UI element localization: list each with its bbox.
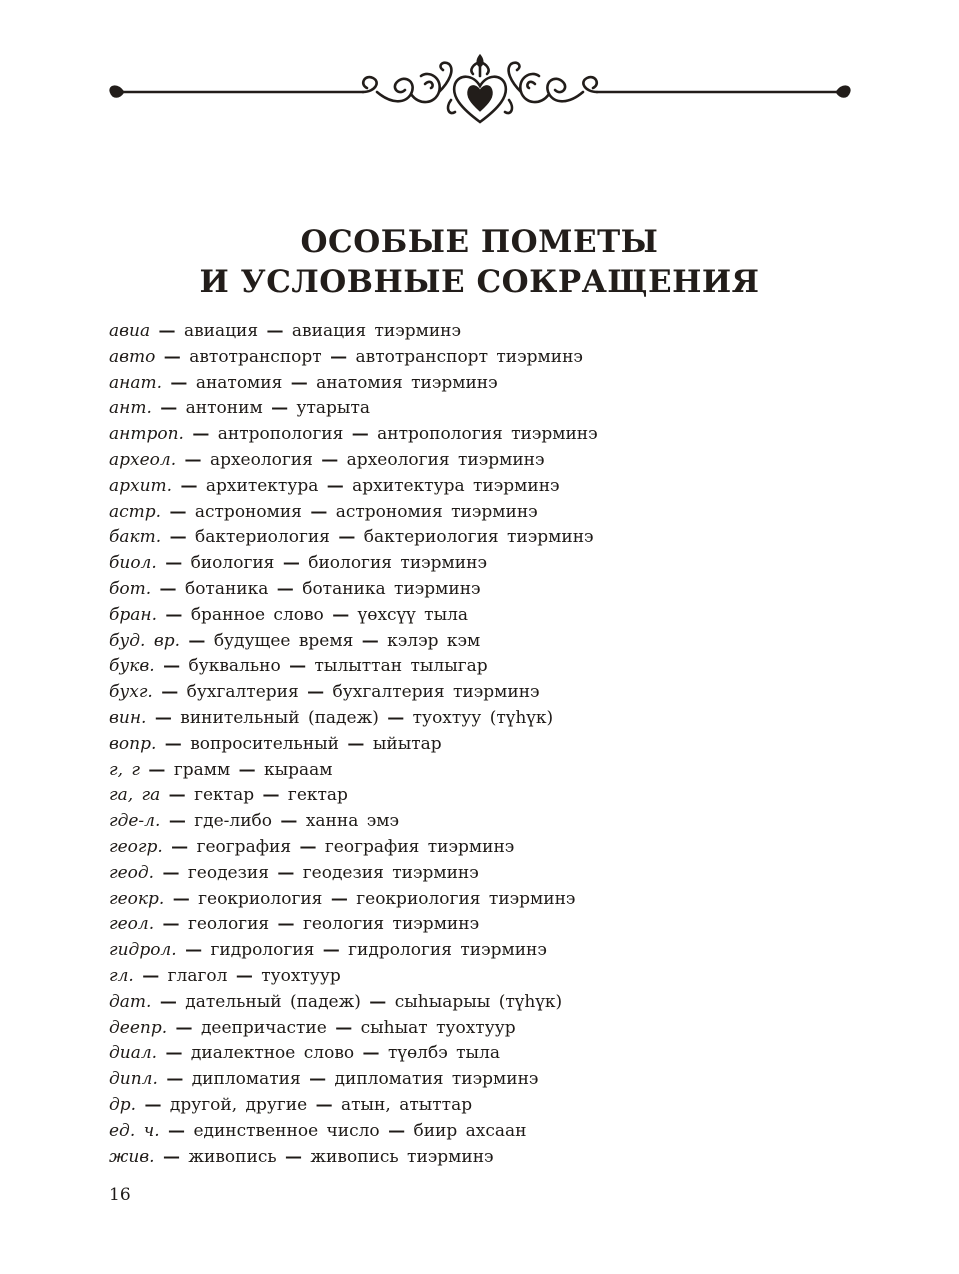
sakha-meaning: геокриология тиэрминэ xyxy=(356,888,576,909)
sakha-meaning: сыһыат туохтуур xyxy=(360,1017,516,1038)
abbreviation: дат. xyxy=(109,991,152,1012)
separator-dash: — xyxy=(165,604,183,625)
separator-dash: — xyxy=(271,398,289,419)
abbreviation: биол. xyxy=(109,553,157,574)
sakha-meaning: сыһыарыы (түһүк) xyxy=(394,991,563,1012)
separator-dash: — xyxy=(322,940,340,961)
separator-dash: — xyxy=(165,553,183,574)
separator-dash: — xyxy=(309,1069,327,1090)
abbreviation: астр. xyxy=(109,501,162,522)
russian-meaning: география xyxy=(196,836,292,857)
abbreviation: буд. вр. xyxy=(109,630,180,651)
sakha-meaning: живопись тиэрминэ xyxy=(310,1146,494,1167)
abbreviation: бакт. xyxy=(109,527,162,548)
sakha-meaning: ботаника тиэрминэ xyxy=(302,578,481,599)
separator-dash: — xyxy=(310,501,328,522)
separator-dash: — xyxy=(162,1146,180,1167)
sakha-meaning: дипломатия тиэрминэ xyxy=(334,1069,539,1090)
decorative-flourish-icon xyxy=(105,52,855,132)
abbreviation-entry xyxy=(109,964,869,990)
separator-dash: — xyxy=(162,862,180,883)
separator-dash: — xyxy=(180,475,198,496)
sakha-meaning: гидрология тиэрминэ xyxy=(348,940,547,961)
abbreviation-entry xyxy=(109,809,869,835)
abbreviation-entry xyxy=(109,938,869,964)
abbreviation: анат. xyxy=(109,372,162,393)
separator-dash: — xyxy=(188,630,206,651)
sakha-meaning: тылыттан тылыгар xyxy=(314,656,488,677)
abbreviation: гл. xyxy=(109,965,134,986)
separator-dash: — xyxy=(184,449,202,470)
abbreviation: археол. xyxy=(109,449,177,470)
abbreviation-entry xyxy=(109,448,869,474)
sakha-meaning: геодезия тиэрминэ xyxy=(302,862,479,883)
russian-meaning: гектар xyxy=(194,785,255,806)
separator-dash: — xyxy=(168,811,186,832)
separator-dash: — xyxy=(171,836,189,857)
abbreviation-entry xyxy=(109,474,869,500)
abbreviation-entry xyxy=(109,1067,869,1093)
russian-meaning: бранное слово xyxy=(190,604,324,625)
separator-dash: — xyxy=(168,1120,186,1141)
separator-dash: — xyxy=(326,475,344,496)
separator-dash: — xyxy=(165,1043,183,1064)
sakha-meaning: антропология тиэрминэ xyxy=(377,424,598,445)
russian-meaning: глагол xyxy=(167,965,228,986)
sakha-meaning: гектар xyxy=(287,785,348,806)
abbreviation-entry xyxy=(109,319,869,345)
russian-meaning: где-либо xyxy=(194,811,272,832)
separator-dash: — xyxy=(266,321,284,341)
sakha-meaning: анатомия тиэрминэ xyxy=(316,372,498,393)
russian-meaning: бухгалтерия xyxy=(186,682,299,703)
abbreviation: антроп. xyxy=(109,424,184,445)
russian-meaning: диалектное слово xyxy=(190,1043,355,1064)
abbreviation: г, г xyxy=(109,759,140,780)
abbreviation: геод. xyxy=(109,862,155,883)
abbreviation-entry xyxy=(109,525,869,551)
abbreviation-entry xyxy=(109,345,869,371)
sakha-meaning: геология тиэрминэ xyxy=(302,914,480,935)
page-title-line-1: ОСОБЫЕ ПОМЕТЫ xyxy=(300,224,659,260)
sakha-meaning: атын, атыттар xyxy=(340,1094,473,1115)
separator-dash: — xyxy=(388,1120,406,1141)
separator-dash: — xyxy=(161,682,179,703)
separator-dash: — xyxy=(192,424,210,445)
russian-meaning: астрономия xyxy=(194,501,302,522)
russian-meaning: другой, другие xyxy=(169,1094,308,1115)
abbreviation-entry xyxy=(109,680,869,706)
abbreviation-entry xyxy=(109,1093,869,1119)
separator-dash: — xyxy=(148,759,166,780)
separator-dash: — xyxy=(362,1043,380,1064)
page-title xyxy=(0,222,959,302)
abbreviation-entry xyxy=(109,1145,869,1171)
sakha-meaning: түөлбэ тыла xyxy=(387,1043,501,1064)
russian-meaning: вопросительный xyxy=(190,733,340,754)
abbreviation: ант. xyxy=(109,398,152,419)
abbreviation-entry xyxy=(109,758,869,784)
separator-dash: — xyxy=(351,424,369,445)
sakha-meaning: авиация тиэрминэ xyxy=(291,321,462,341)
separator-dash: — xyxy=(238,759,256,780)
abbreviation: вин. xyxy=(109,707,147,728)
separator-dash: — xyxy=(285,1146,303,1167)
abbreviation-entry xyxy=(109,396,869,422)
abbreviation: геол. xyxy=(109,914,155,935)
separator-dash: — xyxy=(162,914,180,935)
sakha-meaning: кэлэр кэм xyxy=(387,630,481,651)
sakha-meaning: туохтуур xyxy=(261,965,341,986)
russian-meaning: живопись xyxy=(188,1146,277,1167)
abbreviation: га, га xyxy=(109,785,161,806)
abbreviation-entry xyxy=(109,371,869,397)
abbreviation-entry xyxy=(109,603,869,629)
abbreviation-entry xyxy=(109,732,869,758)
separator-dash: — xyxy=(289,656,307,677)
separator-dash: — xyxy=(142,965,160,986)
abbreviation-entry xyxy=(109,422,869,448)
abbreviation-entry xyxy=(109,1041,869,1067)
abbreviation-entry xyxy=(109,629,869,655)
sakha-meaning: география тиэрминэ xyxy=(324,836,515,857)
abbreviation: авто xyxy=(109,346,156,367)
abbreviation: геокр. xyxy=(109,888,165,909)
separator-dash: — xyxy=(387,707,405,728)
sakha-meaning: туохтуу (түһүк) xyxy=(412,707,554,728)
russian-meaning: деепричастие xyxy=(200,1017,327,1038)
russian-meaning: единственное число xyxy=(193,1120,380,1141)
sakha-meaning: бухгалтерия тиэрминэ xyxy=(332,682,540,703)
russian-meaning: анатомия xyxy=(195,372,283,393)
abbreviation-entry xyxy=(109,1119,869,1145)
sakha-meaning: ханна эмэ xyxy=(305,811,400,832)
abbreviation: геогр. xyxy=(109,836,163,857)
separator-dash: — xyxy=(277,862,295,883)
sakha-meaning: астрономия тиэрминэ xyxy=(335,501,538,522)
russian-meaning: грамм xyxy=(173,759,231,780)
page-number: 16 xyxy=(109,1185,131,1205)
abbreviation-entry xyxy=(109,706,869,732)
abbreviation-entry xyxy=(109,861,869,887)
russian-meaning: дипломатия xyxy=(191,1069,301,1090)
sakha-meaning: кыраам xyxy=(264,759,333,780)
russian-meaning: антропология xyxy=(217,424,344,445)
abbreviation: букв. xyxy=(109,656,155,677)
separator-dash: — xyxy=(169,527,187,548)
separator-dash: — xyxy=(369,991,387,1012)
russian-meaning: геокриология xyxy=(198,888,323,909)
separator-dash: — xyxy=(166,1069,184,1090)
separator-dash: — xyxy=(160,398,178,419)
russian-meaning: дательный (падеж) xyxy=(185,991,361,1012)
sakha-meaning: үөхсүү тыла xyxy=(357,604,469,625)
russian-meaning: будущее время xyxy=(213,630,354,651)
russian-meaning: архитектура xyxy=(205,475,319,496)
abbreviation-entry xyxy=(109,887,869,913)
abbreviation-entry xyxy=(109,835,869,861)
russian-meaning: бактериология xyxy=(195,527,330,548)
separator-dash: — xyxy=(282,553,300,574)
russian-meaning: авиация xyxy=(183,321,259,341)
sakha-meaning: биология тиэрминэ xyxy=(308,553,487,574)
abbreviation: дипл. xyxy=(109,1069,158,1090)
separator-dash: — xyxy=(185,940,203,961)
abbreviation-entry xyxy=(109,783,869,809)
abbreviation: бран. xyxy=(109,604,157,625)
russian-meaning: археология xyxy=(209,449,313,470)
separator-dash: — xyxy=(158,321,176,341)
abbreviation: ед. ч. xyxy=(109,1120,160,1141)
separator-dash: — xyxy=(332,604,350,625)
abbreviation-entry xyxy=(109,990,869,1016)
russian-meaning: гидрология xyxy=(210,940,315,961)
separator-dash: — xyxy=(347,733,365,754)
separator-dash: — xyxy=(169,501,187,522)
separator-dash: — xyxy=(163,656,181,677)
abbreviation: др. xyxy=(109,1094,137,1115)
abbreviation-list xyxy=(109,319,869,1170)
separator-dash: — xyxy=(164,733,182,754)
separator-dash: — xyxy=(159,991,177,1012)
abbreviation: вопр. xyxy=(109,733,157,754)
separator-dash: — xyxy=(290,372,308,393)
abbreviation: жив. xyxy=(109,1146,155,1167)
separator-dash: — xyxy=(330,346,348,367)
separator-dash: — xyxy=(175,1017,193,1038)
separator-dash: — xyxy=(338,527,356,548)
russian-meaning: геодезия xyxy=(187,862,269,883)
separator-dash: — xyxy=(276,578,294,599)
russian-meaning: антоним xyxy=(185,398,263,419)
sakha-meaning: автотранспорт тиэрминэ xyxy=(355,346,583,367)
abbreviation: авиа xyxy=(109,321,151,341)
separator-dash: — xyxy=(159,578,177,599)
separator-dash: — xyxy=(172,888,190,909)
abbreviation-entry xyxy=(109,1016,869,1042)
abbreviation-entry xyxy=(109,654,869,680)
separator-dash: — xyxy=(154,707,172,728)
separator-dash: — xyxy=(299,836,317,857)
separator-dash: — xyxy=(307,682,325,703)
separator-dash: — xyxy=(235,965,253,986)
abbreviation: архит. xyxy=(109,475,173,496)
sakha-meaning: биир ахсаан xyxy=(413,1120,527,1141)
separator-dash: — xyxy=(168,785,186,806)
separator-dash: — xyxy=(277,914,295,935)
abbreviation-entry xyxy=(109,551,869,577)
russian-meaning: биология xyxy=(190,553,275,574)
abbreviation: где-л. xyxy=(109,811,161,832)
abbreviation-entry xyxy=(109,577,869,603)
abbreviation: гидрол. xyxy=(109,940,177,961)
separator-dash: — xyxy=(163,346,181,367)
russian-meaning: геология xyxy=(187,914,270,935)
russian-meaning: буквально xyxy=(188,656,281,677)
abbreviation: диал. xyxy=(109,1043,158,1064)
sakha-meaning: ыйытар xyxy=(372,733,442,754)
abbreviation-entry xyxy=(109,500,869,526)
abbreviation: деепр. xyxy=(109,1017,168,1038)
separator-dash: — xyxy=(361,630,379,651)
russian-meaning: винительный (падеж) xyxy=(180,707,379,728)
separator-dash: — xyxy=(280,811,298,832)
abbreviation: бот. xyxy=(109,578,152,599)
russian-meaning: автотранспорт xyxy=(189,346,322,367)
sakha-meaning: бактериология тиэрминэ xyxy=(363,527,594,548)
abbreviation-entry xyxy=(109,912,869,938)
separator-dash: — xyxy=(144,1094,162,1115)
abbreviation: бухг. xyxy=(109,682,153,703)
separator-dash: — xyxy=(170,372,188,393)
separator-dash: — xyxy=(335,1017,353,1038)
separator-dash: — xyxy=(321,449,339,470)
sakha-meaning: архитектура тиэрминэ xyxy=(352,475,560,496)
separator-dash: — xyxy=(330,888,348,909)
russian-meaning: ботаника xyxy=(184,578,269,599)
separator-dash: — xyxy=(262,785,280,806)
sakha-meaning: утарыта xyxy=(296,398,370,419)
sakha-meaning: археология тиэрминэ xyxy=(346,449,545,470)
separator-dash: — xyxy=(315,1094,333,1115)
page-title-line-2: И УСЛОВНЫЕ СОКРАЩЕНИЯ xyxy=(199,264,760,300)
